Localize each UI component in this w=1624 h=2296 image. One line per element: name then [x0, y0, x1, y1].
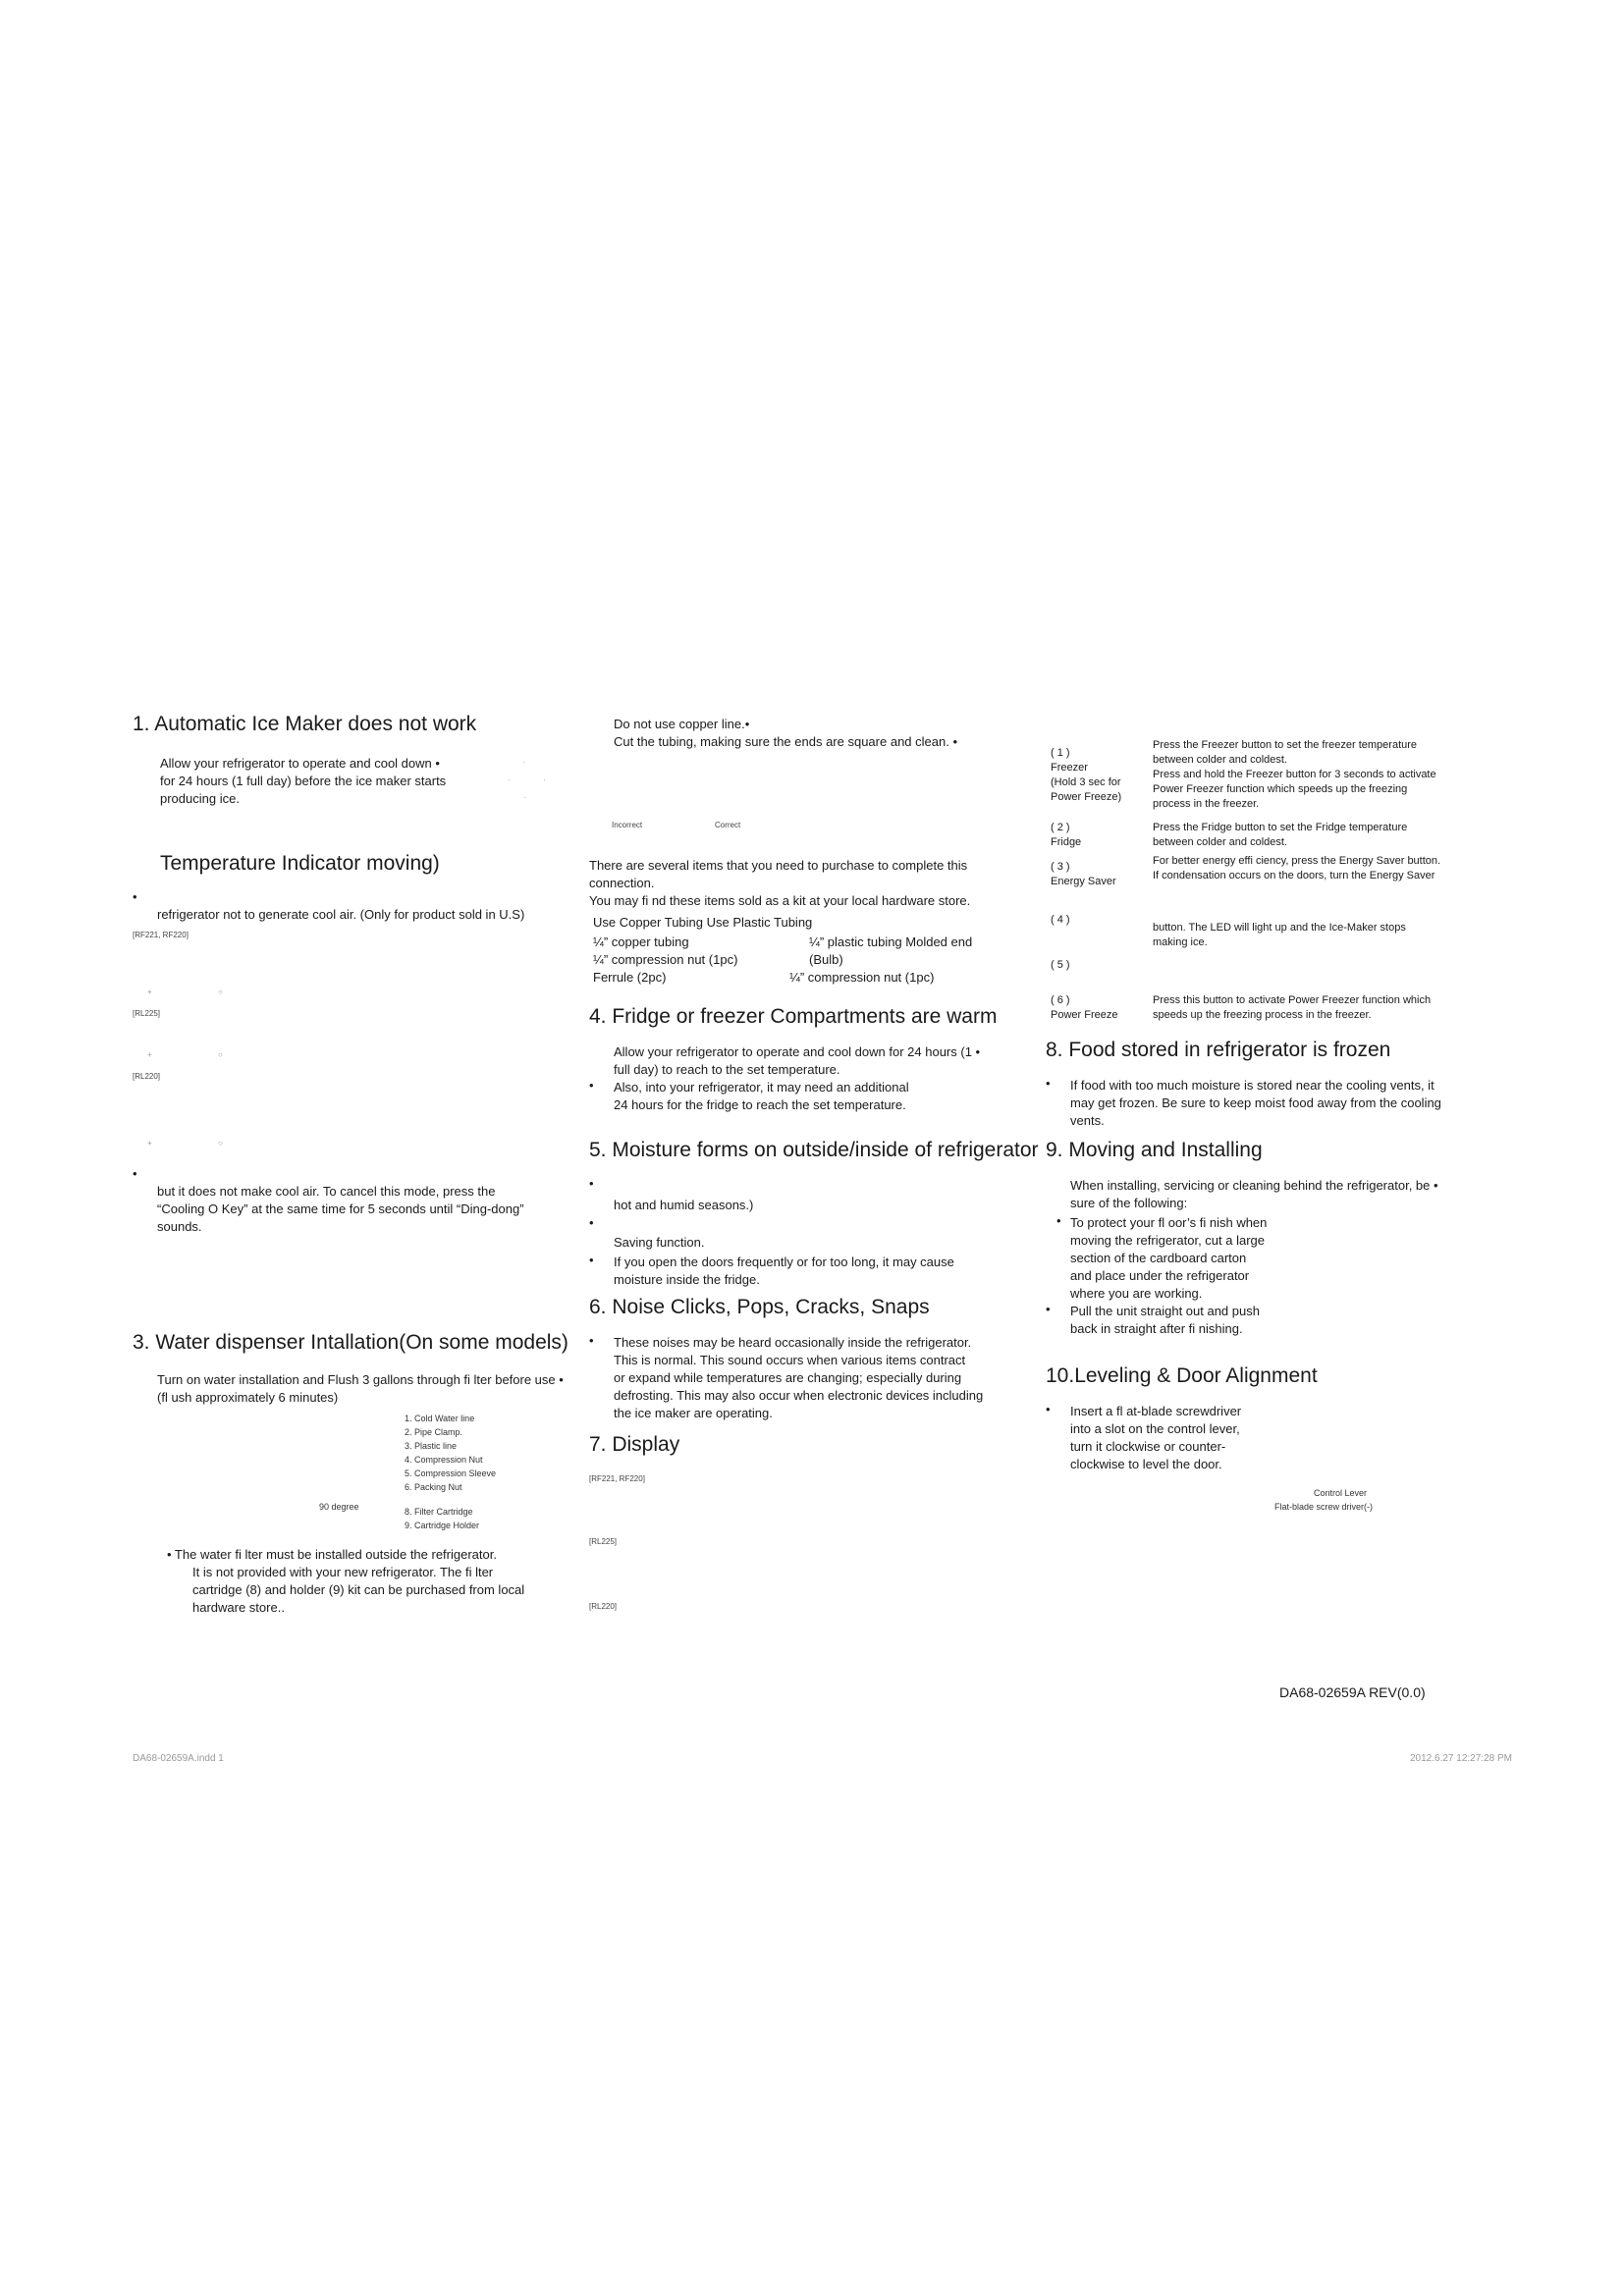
bullet: •	[133, 1166, 137, 1181]
section-2b-line: but it does not make cool air. To cancel this mode, press the	[157, 1184, 496, 1199]
file-name: DA68-02659A.indd 1	[133, 1753, 224, 1764]
stray-mark: ·	[522, 758, 525, 767]
button-6-label: ( 6 ) Power Freeze	[1051, 994, 1118, 1021]
section-8-title: 8. Food stored in refrigerator is frozen	[1046, 1039, 1391, 1061]
section-9-intro: sure of the following:	[1070, 1196, 1188, 1210]
section-4-line: 24 hours for the fridge to reach the set temperature.	[614, 1097, 906, 1112]
document-code: DA68-02659A REV(0.0)	[1279, 1684, 1426, 1700]
bullet: •	[589, 1333, 594, 1348]
part-label: 5. Compression Sleeve	[405, 1468, 497, 1478]
section-3-line: Turn on water installation and Flush 3 gallons through fi lter before use •	[157, 1372, 564, 1387]
display-mark: +	[147, 988, 152, 996]
section-9-line: where you are working.	[1070, 1286, 1203, 1301]
correct-label: Correct	[715, 821, 741, 829]
model-label-rl220: [RL220]	[589, 1602, 618, 1611]
stray-mark: ·	[543, 775, 546, 784]
section-6-line: defrosting. This may also occur when electronic devices including	[614, 1388, 984, 1403]
model-label-rf: [RF221, RF220]	[589, 1474, 645, 1483]
tubing-right-item: ¼” compression nut (1pc)	[789, 970, 935, 985]
section-5-line: hot and humid seasons.)	[614, 1198, 754, 1212]
part-label: 3. Plastic line	[405, 1441, 458, 1451]
section-3-title: 3. Water dispenser Intallation(On some models)	[133, 1331, 568, 1354]
button-3-label: ( 3 ) Energy Saver	[1051, 861, 1116, 887]
section-2b-line: sounds.	[157, 1219, 202, 1234]
filter-note-line: cartridge (8) and holder (9) kit can be purchased from local	[192, 1582, 525, 1597]
bullet: •	[1056, 1213, 1061, 1228]
tubing-left-item: Ferrule (2pc)	[593, 970, 667, 985]
section-5-line: Saving function.	[614, 1235, 705, 1250]
button-6-description: Press this button to activate Power Freezer function which speeds up the freezing process in the freezer.	[1153, 994, 1432, 1021]
purchase-line: There are several items that you need to purchase to complete this	[589, 858, 968, 873]
screwdriver-label: Flat-blade screw driver(-)	[1274, 1502, 1374, 1512]
section-10-title: 10.Leveling & Door Alignment	[1046, 1364, 1318, 1387]
section-10-line: into a slot on the control lever,	[1070, 1421, 1240, 1436]
bullet: •	[589, 1078, 594, 1093]
section-5-line: moisture inside the fridge.	[614, 1272, 760, 1287]
filter-note-line: • The water fi lter must be installed outside the refrigerator.	[167, 1547, 497, 1562]
section-4-line: full day) to reach to the set temperature.	[614, 1062, 840, 1077]
bullet: •	[1046, 1402, 1051, 1416]
section-6-line: These noises may be heard occasionally inside the refrigerator.	[614, 1335, 972, 1350]
section-8-line: vents.	[1070, 1113, 1105, 1128]
display-mark: +	[147, 1050, 152, 1059]
tubing-right-item: ¼” plastic tubing Molded end	[809, 934, 973, 949]
section-7-title: 7. Display	[589, 1433, 680, 1456]
section-1-line: Allow your refrigerator to operate and cool down •	[160, 756, 440, 771]
display-mark: ○	[218, 988, 223, 996]
button-3-description: For better energy effi ciency, press the Energy Saver button. If condensation occurs on the doors, turn the Energy Saver	[1153, 855, 1441, 881]
section-4-line: Allow your refrigerator to operate and cool down for 24 hours (1 •	[614, 1044, 981, 1059]
degree-label: 90 degree	[319, 1502, 359, 1512]
tubing-right-item: (Bulb)	[809, 952, 843, 967]
section-2-line: refrigerator not to generate cool air. (Only for product sold in U.S)	[157, 907, 525, 922]
section-5-line: If you open the doors frequently or for too long, it may cause	[614, 1255, 954, 1269]
part-label: 8. Filter Cartridge	[405, 1507, 473, 1517]
model-label-rf: [RF221, RF220]	[133, 931, 189, 939]
section-9-line: section of the cardboard carton	[1070, 1251, 1247, 1265]
part-label: 1. Cold Water line	[405, 1414, 475, 1423]
incorrect-label: Incorrect	[612, 821, 643, 829]
section-4-line: Also, into your refrigerator, it may need an additional	[614, 1080, 909, 1095]
button-4-label: ( 4 )	[1051, 914, 1070, 926]
section-10-line: Insert a fl at-blade screwdriver	[1070, 1404, 1242, 1418]
bullet: •	[589, 1176, 594, 1191]
part-label: 6. Packing Nut	[405, 1482, 462, 1492]
section-1-line: producing ice.	[160, 791, 240, 806]
control-lever-label: Control Lever	[1314, 1488, 1368, 1498]
section-9-title: 9. Moving and Installing	[1046, 1139, 1263, 1161]
section-4-title: 4. Fridge or freezer Compartments are warm	[589, 1005, 998, 1028]
section-5-title: 5. Moisture forms on outside/inside of refrigerator	[589, 1139, 1039, 1161]
model-label-rl225: [RL225]	[589, 1537, 618, 1546]
bullet: •	[589, 1253, 594, 1267]
stray-mark: ·	[508, 775, 511, 784]
button-2-description: Press the Fridge button to set the Fridge temperature between colder and coldest.	[1153, 822, 1408, 848]
section-6-title: 6. Noise Clicks, Pops, Cracks, Snaps	[589, 1296, 930, 1318]
purchase-line: connection.	[589, 876, 655, 890]
section-2-title: Temperature Indicator moving)	[160, 852, 440, 875]
model-label-rl220: [RL220]	[133, 1072, 161, 1081]
display-mark: ○	[218, 1050, 223, 1059]
section-2b-line: “Cooling O Key” at the same time for 5 seconds until “Ding-dong”	[157, 1201, 524, 1216]
part-label: 2. Pipe Clamp.	[405, 1427, 463, 1437]
button-2-label: ( 2 ) Fridge	[1051, 822, 1082, 848]
section-1-title: 1. Automatic Ice Maker does not work	[133, 713, 477, 735]
section-9-line: and place under the refrigerator	[1070, 1268, 1250, 1283]
display-mark: ○	[218, 1139, 223, 1148]
col2-top-line: Do not use copper line.•	[614, 717, 750, 731]
section-9-line: back in straight after fi nishing.	[1070, 1321, 1243, 1336]
section-1-line: for 24 hours (1 full day) before the ice maker starts	[160, 774, 447, 788]
button-1-description: Press the Freezer button to set the freezer temperature between colder and coldest. Press and hold the Freezer button for 3 seconds to activate Power Freezer function which speeds up the freezing process in the freezer.	[1153, 739, 1436, 810]
section-6-line: or expand while temperatures are changing; especially during	[614, 1370, 962, 1385]
section-9-line: moving the refrigerator, cut a large	[1070, 1233, 1265, 1248]
model-label-rl225: [RL225]	[133, 1009, 161, 1018]
section-8-line: may get frozen. Be sure to keep moist food away from the cooling	[1070, 1095, 1441, 1110]
section-3-line: (fl ush approximately 6 minutes)	[157, 1390, 339, 1405]
section-9-intro: When installing, servicing or cleaning behind the refrigerator, be •	[1070, 1178, 1438, 1193]
button-5-label: ( 5 )	[1051, 959, 1070, 971]
bullet: •	[1046, 1302, 1051, 1316]
filter-note-line: It is not provided with your new refrigerator. The fi lter	[192, 1565, 494, 1579]
tubing-left-item: ¼” compression nut (1pc)	[593, 952, 738, 967]
section-10-line: clockwise to level the door.	[1070, 1457, 1222, 1471]
col2-top-line: Cut the tubing, making sure the ends are square and clean. •	[614, 734, 957, 749]
display-mark: +	[147, 1139, 152, 1148]
section-9-line: To protect your fl oor’s fi nish when	[1070, 1215, 1268, 1230]
part-label: 9. Cartridge Holder	[405, 1521, 480, 1530]
bullet: •	[1046, 1076, 1051, 1091]
tubing-left-item: ¼” copper tubing	[593, 934, 689, 949]
bullet: •	[589, 1215, 594, 1230]
part-label: 4. Compression Nut	[405, 1455, 483, 1465]
purchase-line: You may fi nd these items sold as a kit at your local hardware store.	[589, 893, 971, 908]
section-9-line: Pull the unit straight out and push	[1070, 1304, 1260, 1318]
section-8-line: If food with too much moisture is stored near the cooling vents, it	[1070, 1078, 1435, 1093]
button-4-description: button. The LED will light up and the Ice-Maker stops making ice.	[1153, 922, 1406, 948]
button-1-label: ( 1 ) Freezer (Hold 3 sec for Power Freeze)	[1051, 747, 1122, 803]
section-6-line: This is normal. This sound occurs when various items contract	[614, 1353, 966, 1367]
bullet: •	[133, 889, 137, 904]
section-10-line: turn it clockwise or counter-	[1070, 1439, 1226, 1454]
section-6-line: the ice maker are operating.	[614, 1406, 773, 1420]
tubing-header: Use Copper Tubing Use Plastic Tubing	[593, 915, 813, 930]
filter-note-line: hardware store..	[192, 1600, 285, 1615]
stray-mark: ·	[523, 793, 526, 802]
timestamp: 2012.6.27 12:27:28 PM	[1410, 1753, 1512, 1764]
